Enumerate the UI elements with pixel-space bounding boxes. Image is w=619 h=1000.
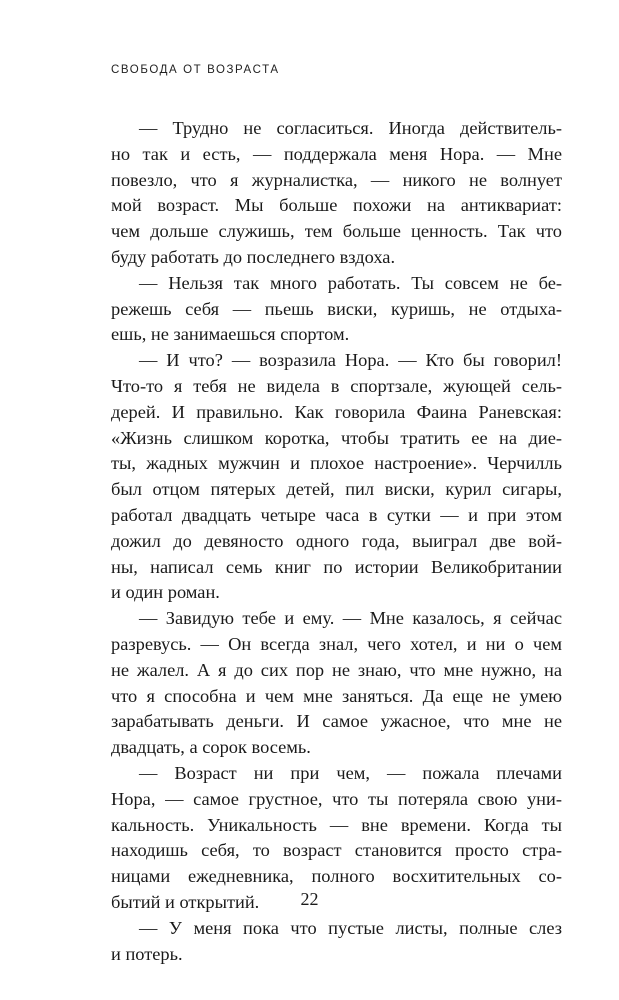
text-line: зарабатывать деньги. И самое ужасное, что мне не <box>111 711 562 732</box>
text-line: режешь себя — пьешь виски, куришь, не отдыха- <box>111 298 562 319</box>
paragraph <box>111 606 562 761</box>
text-line: — И что? — возразила Нора. — Кто бы говорил! <box>139 350 562 371</box>
text-line: дерей. И правильно. Как говорила Фаина Раневская: <box>111 401 562 422</box>
text-line: бытий и открытий. <box>111 891 260 912</box>
text-line: ты, жадных мужчин и плохое настроение». Черчилль <box>111 453 562 474</box>
text-line: дожил до девяносто одного года, выиграл две вой- <box>111 530 562 551</box>
text-line: чем дольше служишь, тем больше ценность. Так что <box>111 221 562 242</box>
text-line: ницами ежедневника, полного восхитительных со- <box>111 866 562 887</box>
paragraph <box>111 916 562 968</box>
text-line: ешь, не занимаешься спортом. <box>111 324 350 345</box>
text-line: кальность. Уникальность — вне времени. Когда ты <box>111 814 562 835</box>
text-line: работал двадцать четыре часа в сутки — и при этом <box>111 504 562 525</box>
text-line: Что-то я тебя не видела в спортзале, жующей сель- <box>111 375 562 396</box>
text-line: повезло, что я журналистка, — никого не волнует <box>111 169 562 190</box>
text-line: не жалел. А я до сих пор не знаю, что мне нужно, на <box>111 659 562 680</box>
text-line: — Завидую тебе и ему. — Мне казалось, я сейчас <box>139 608 562 629</box>
text-line: буду работать до последнего вздоха. <box>111 246 396 267</box>
text-line: — Возраст ни при чем, — пожала плечами <box>139 762 562 783</box>
text-line: Нора, — самое грустное, что ты потеряла свою уни- <box>111 788 562 809</box>
text-line: и потерь. <box>111 943 183 964</box>
text-line: — У меня пока что пустые листы, полные слез <box>139 917 562 938</box>
paragraph <box>111 271 562 348</box>
text-line: что я способна и чем мне заняться. Да еще не умею <box>111 685 562 706</box>
text-line: ны, написал семь книг по истории Великобритании <box>111 556 562 577</box>
paragraph <box>111 116 562 271</box>
text-line: но так и есть, — поддержала меня Нора. — Мне <box>111 143 562 164</box>
text-line: находишь себя, то возраст становится просто стра- <box>111 840 562 861</box>
text-line: и один роман. <box>111 582 220 603</box>
text-line: — Трудно не согласиться. Иногда действитель- <box>139 118 562 138</box>
text-line: «Жизнь слишком коротка, чтобы тратить ее на дие- <box>111 427 562 448</box>
running-head: СВОБОДА ОТ ВОЗРАСТА <box>111 64 280 76</box>
paragraph <box>111 348 562 606</box>
page-number: 22 <box>300 889 319 909</box>
text-line: был отцом пятерых детей, пил виски, курил сигары, <box>111 479 562 500</box>
body-text <box>111 116 562 967</box>
text-line: — Нельзя так много работать. Ты совсем не бе- <box>139 272 562 293</box>
text-line: мой возраст. Мы больше похожи на антиквариат: <box>111 195 562 216</box>
text-line: двадцать, а сорок восемь. <box>111 737 311 758</box>
text-line: разревусь. — Он всегда знал, чего хотел, и ни о чем <box>111 633 562 654</box>
